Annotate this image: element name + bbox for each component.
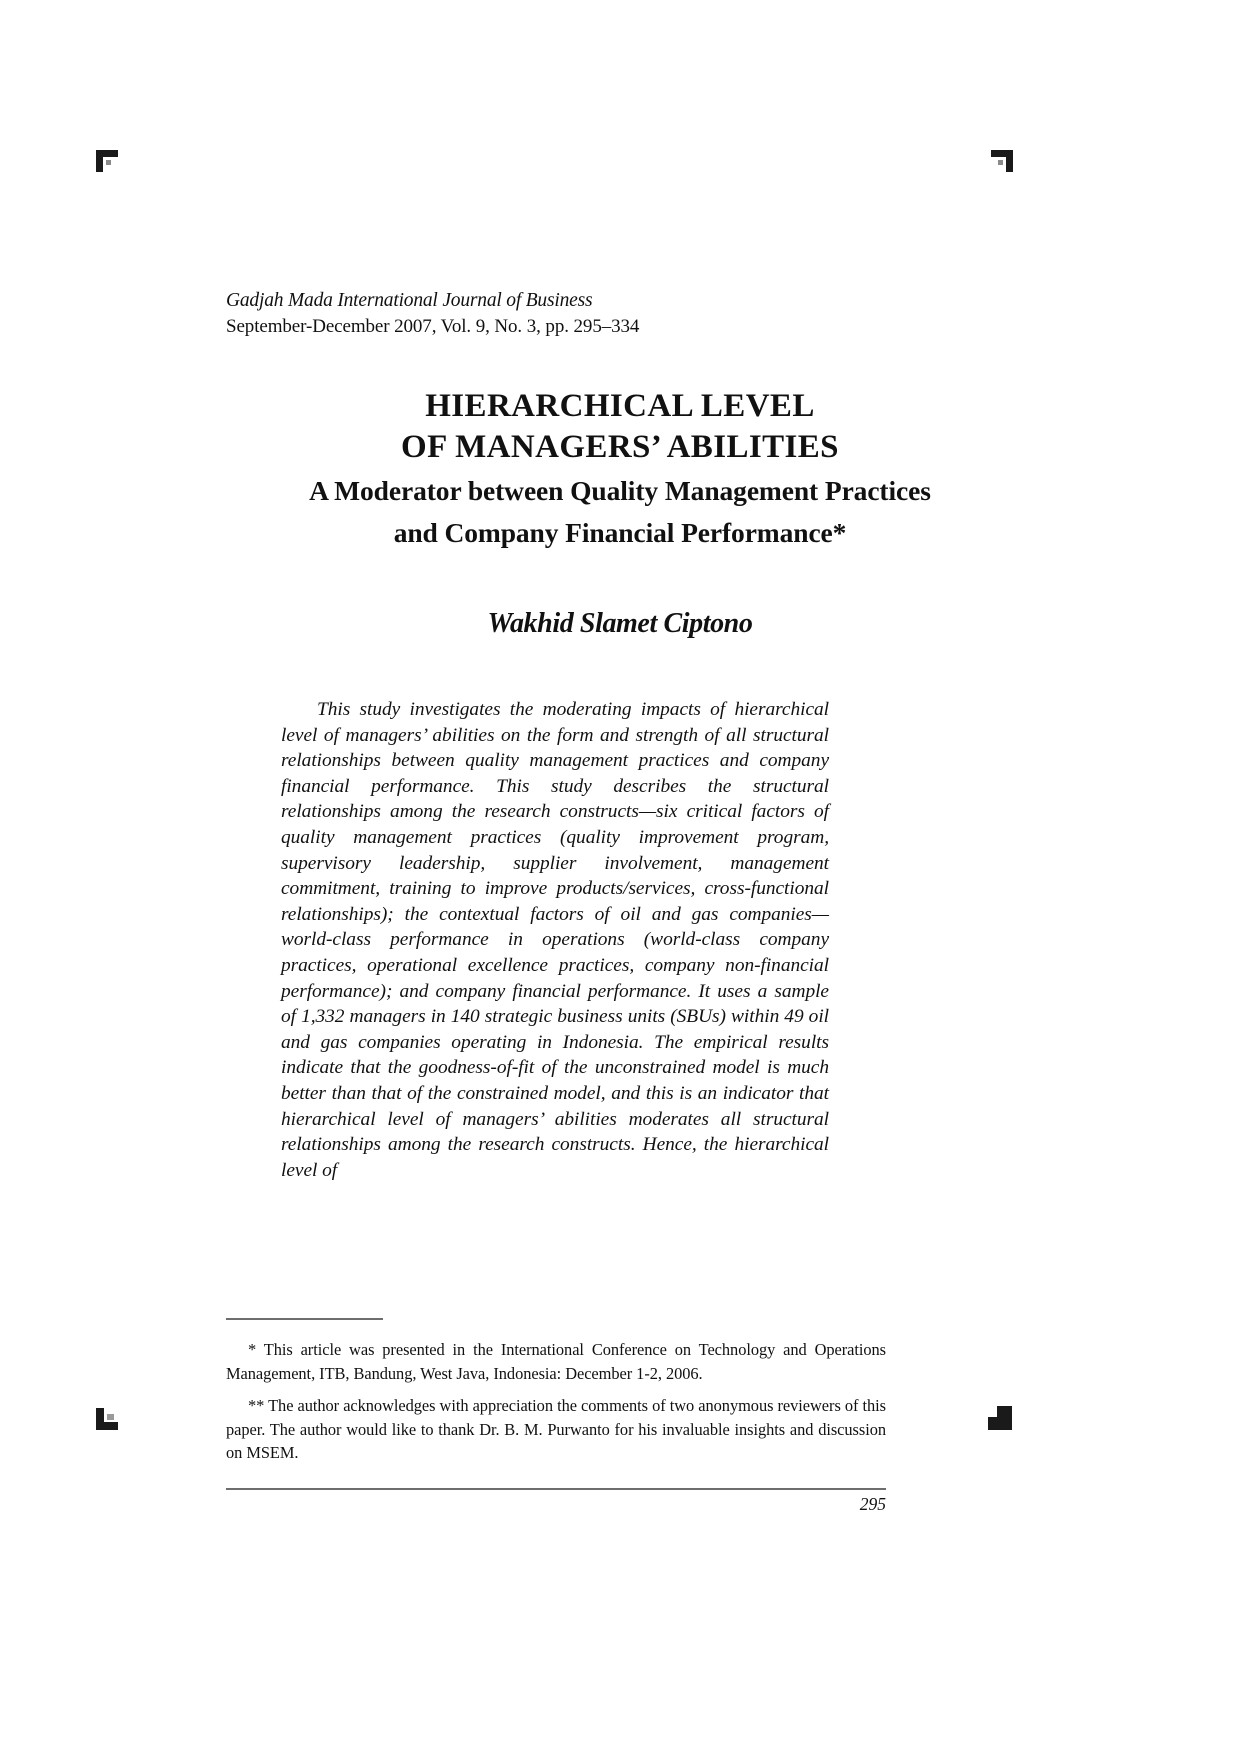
page-footer-rule bbox=[226, 1488, 886, 1490]
crop-mark-arm-vertical bbox=[96, 1408, 104, 1430]
crop-mark-arm-vertical bbox=[96, 150, 103, 172]
journal-name: Gadjah Mada International Journal of Business bbox=[226, 290, 593, 311]
footnote-second: ** The author acknowledges with appreciation the comments of two anonymous reviewers of this paper. The author would like to thank Dr. B. M. Purwanto for his invaluable insights and discussion on MSEM. bbox=[226, 1396, 886, 1462]
abstract-paragraph: This study investigates the moderating impacts of hierarchical level of managers’ abilities on the form and strength of all structural relationships between quality management practices and company financial performance. This study describes the structural relationships among the research constructs—six critical factors of quality management practices (quality improvement program, supervisory leadership, supplier involvement, management commitment, training to improve products/services, cross-functional relationships); the contextual factors of oil and gas companies—world-class performance in operations (world-class company practices, operational excellence practices, company non-financial performance); and company financial performance. It uses a sample of 1,332 managers in 140 strategic business units (SBUs) within 49 oil and gas companies operating in Indonesia. The empirical results indicate that the goodness-of-fit of the unconstrained model is much better than that of the constrained model, and this is an indicator that hierarchical level of managers’ abilities moderates all structural relationships among the research constructs. Hence, the hierarchical level of bbox=[281, 699, 829, 1181]
crop-mark-bottom-right bbox=[986, 1404, 1012, 1430]
crop-mark-dot bbox=[107, 1414, 114, 1420]
article-title-line-2: OF MANAGERS’ ABILITIES bbox=[401, 429, 839, 465]
footnote-first: * This article was presented in the International Conference on Technology and Operations Management, ITB, Bandung, West Java, Indonesia: December 1-2, 2006. bbox=[226, 1340, 886, 1383]
author-name: Wakhid Slamet Ciptono bbox=[487, 608, 753, 639]
page-number: 295 bbox=[859, 1494, 886, 1514]
abstract-block bbox=[281, 697, 829, 1183]
article-title-block bbox=[170, 386, 1070, 552]
crop-mark-dot bbox=[106, 160, 111, 165]
footnote-block bbox=[226, 1338, 886, 1465]
article-subtitle-line-1: A Moderator between Quality Management Practices bbox=[309, 475, 931, 506]
journal-issue-line: September-December 2007, Vol. 9, No. 3, pp. 295–334 bbox=[226, 316, 640, 337]
crop-mark-arm-horizontal bbox=[96, 150, 118, 157]
crop-mark-arm-vertical bbox=[997, 1406, 1012, 1430]
article-subtitle-line-2: and Company Financial Performance* bbox=[393, 517, 847, 548]
crop-mark-arm-horizontal bbox=[988, 1417, 1012, 1430]
footnote-separator-rule bbox=[226, 1318, 383, 1320]
crop-mark-arm-vertical bbox=[1006, 150, 1013, 172]
crop-mark-bottom-left bbox=[96, 1404, 122, 1430]
crop-mark-top-right bbox=[987, 150, 1013, 176]
crop-mark-top-left bbox=[96, 150, 122, 176]
crop-mark-arm-horizontal bbox=[991, 150, 1013, 157]
article-title-line-1: HIERARCHICAL LEVEL bbox=[425, 388, 815, 424]
crop-mark-arm-horizontal bbox=[96, 1422, 118, 1430]
journal-header bbox=[226, 288, 926, 340]
crop-mark-dot bbox=[998, 160, 1003, 165]
